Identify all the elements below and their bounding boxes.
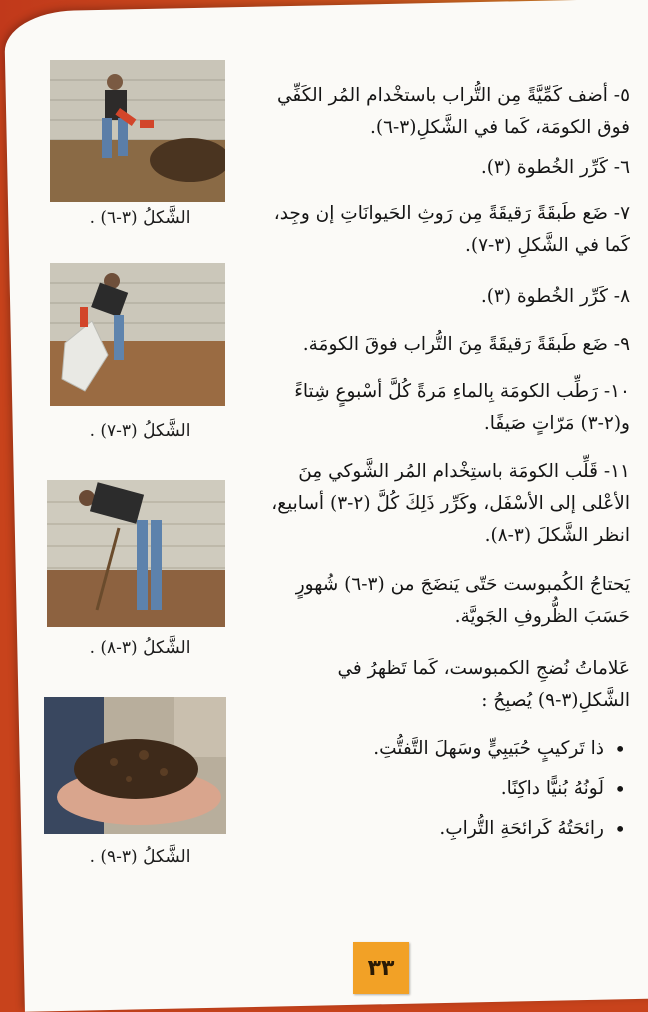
step-11: ١١- قَلِّب الكومَة باستِخْدام المُر الشَّوكي مِنَ الأعْلى إلى الأسْفَل، وكَرِّر ذَلِكَ كُلَّ (٢-٣) أسابيع، انظر الشَّكلَ (٣-٨).: [271, 461, 630, 546]
figure-3-6-photo: [50, 60, 225, 202]
figure-3-7-photo: [50, 263, 225, 406]
figure-3-7-caption: الشَّكلُ (٣-٧) .: [89, 421, 191, 441]
figure-3-9-caption: الشَّكلُ (٣-٩) .: [89, 847, 191, 867]
figure-3-8-caption: الشَّكلُ (٣-٨) .: [89, 638, 191, 658]
figure-3-9-photo: [44, 697, 226, 834]
list-item: • رائحَتُهُ كَرائحَةِ التُّرابِ.: [250, 813, 630, 845]
step-6: ٦- كَرِّر الخُطوة (٣).: [480, 157, 630, 178]
figure-3-6-caption: الشَّكلُ (٣-٦) .: [89, 208, 191, 228]
page-number: ٣٣: [353, 942, 409, 994]
maturity-signs-intro: عَلاماتُ نُضجِ الكمبوست، كَما تَظهرُ في الشَّكلِ(٣-٩) يُصبِحُ :: [337, 658, 630, 711]
maturity-signs-list: [250, 733, 630, 845]
step-5: ٥- أضف كَمِّيَّةً مِن التُّراب باستخْدام المُر الكَفِّي فوق الكومَة، كَما في الشَّكلِ(٣-٦).: [276, 85, 630, 138]
list-item: • لَونُهُ بُنيًّا داكِنًا.: [250, 773, 630, 805]
maturity-duration-note: يَحتاجُ الكُمبوست حَتّى يَنضَجَ من (٣-٦) شُهورٍ حَسَبَ الظُّروفِ الجَويَّة.: [295, 574, 630, 627]
step-7: ٧- ضَع طَبقَةً رَقيقَةً مِن رَوثِ الحَيوانَاتِ إن وجِد، كَما في الشَّكلِ (٣-٧).: [273, 203, 630, 256]
figure-3-8-photo: [47, 480, 225, 627]
step-10: ١٠- رَطِّب الكومَة بِالماءِ مَرةً كُلَّ أسْبوعٍ شِتاءً و(٢-٣) مَرّاتٍ صَيفًا.: [294, 381, 630, 434]
step-9: ٩- ضَع طَبقَةً رَقيقَةً مِنَ التُّراب فوقَ الكومَة.: [302, 334, 630, 355]
list-item: • ذا تَركيبٍ حُبَيبِيٍّ وسَهلَ التَّفتُّتِ.: [250, 733, 630, 765]
step-8: ٨- كَرِّر الخُطوة (٣).: [480, 286, 630, 307]
